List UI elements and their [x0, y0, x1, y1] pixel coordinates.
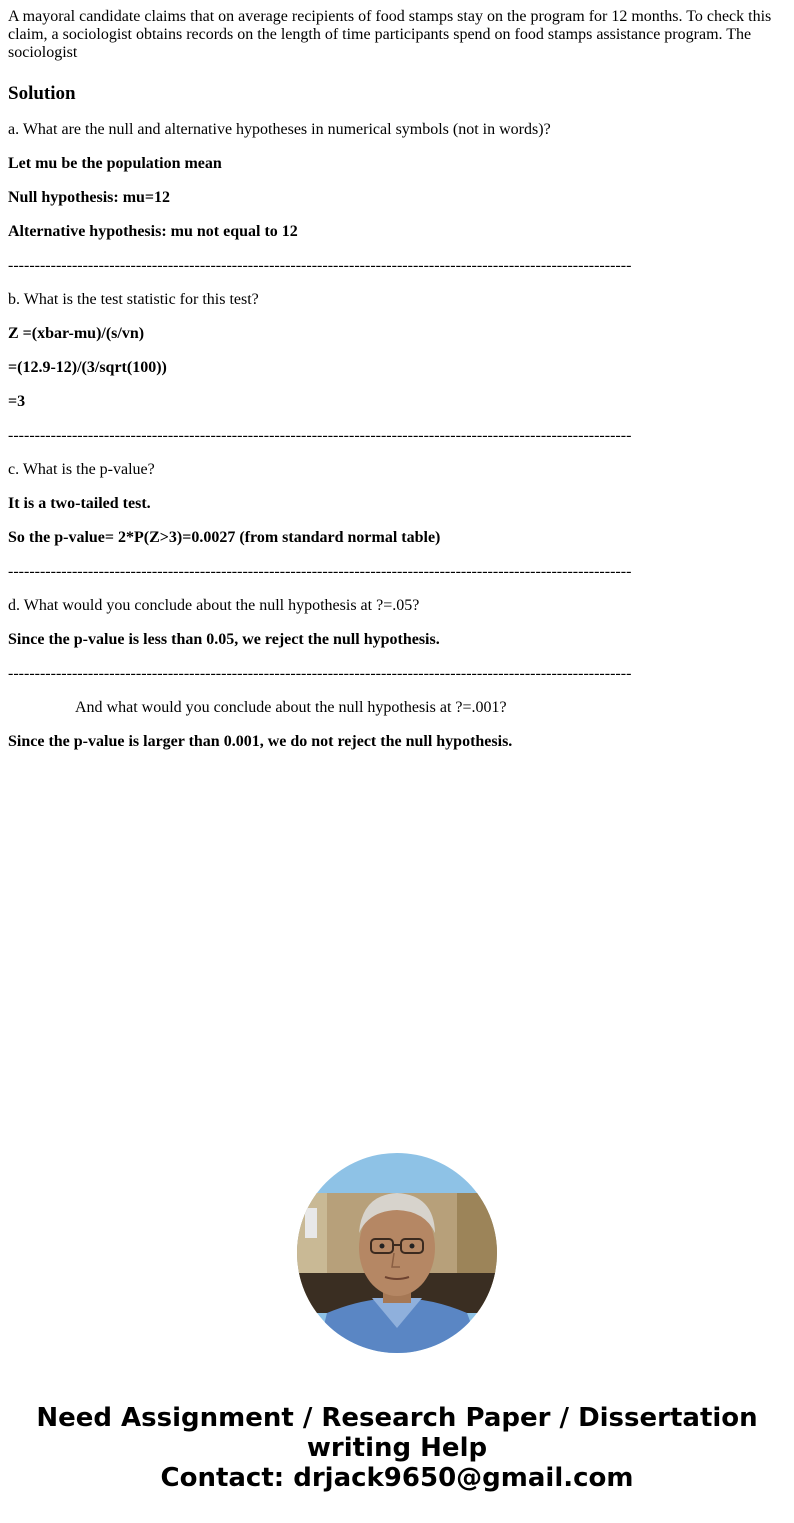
answer-b-line2: =(12.9-12)/(3/sqrt(100)) [8, 359, 167, 376]
footer-contact: Contact: drjack9650@gmail.com [160, 1463, 634, 1493]
footer-line2: writing Help [306, 1433, 488, 1463]
question-c: c. What is the p-value? [8, 461, 155, 478]
divider: --------------------------------------------------------------------------------------------------------------------- [8, 427, 632, 444]
avatar-portrait [297, 1153, 497, 1353]
avatar [297, 1153, 497, 1353]
answer-c-line2: So the p-value= 2*P(Z>3)=0.0027 (from standard normal table) [8, 529, 441, 546]
footer-ad [0, 1403, 794, 1493]
question-b: b. What is the test statistic for this test? [8, 291, 259, 308]
answer-b-line3: =3 [8, 393, 26, 410]
answer-a-line3: Alternative hypothesis: mu not equal to 12 [8, 223, 298, 240]
solution-heading: Solution [8, 83, 76, 104]
answer-b-line1: Z =(xbar-mu)/(s/vn) [8, 325, 145, 342]
answer-d-line1: Since the p-value is less than 0.05, we reject the null hypothesis. [8, 631, 440, 648]
question-e: And what would you conclude about the null hypothesis at ?=.001? [75, 699, 507, 716]
answer-e-line1: Since the p-value is larger than 0.001, we do not reject the null hypothesis. [8, 733, 513, 750]
divider: --------------------------------------------------------------------------------------------------------------------- [8, 665, 632, 682]
divider: --------------------------------------------------------------------------------------------------------------------- [8, 563, 632, 580]
divider: --------------------------------------------------------------------------------------------------------------------- [8, 257, 632, 274]
document-body [8, 8, 786, 751]
footer-line1: Need Assignment / Research Paper / Dissertation [36, 1403, 758, 1433]
answer-a-line2: Null hypothesis: mu=12 [8, 189, 171, 206]
question-a: a. What are the null and alternative hypotheses in numerical symbols (not in words)? [8, 121, 551, 138]
problem-statement: A mayoral candidate claims that on average recipients of food stamps stay on the program for 12 months. To check this claim, a sociologist obtains records on the length of time participants spend on food stamps assistance program. The sociologist [8, 8, 772, 61]
answer-c-line1: It is a two-tailed test. [8, 495, 151, 512]
answer-a-line1: Let mu be the population mean [8, 155, 222, 172]
question-d: d. What would you conclude about the null hypothesis at ?=.05? [8, 597, 420, 614]
